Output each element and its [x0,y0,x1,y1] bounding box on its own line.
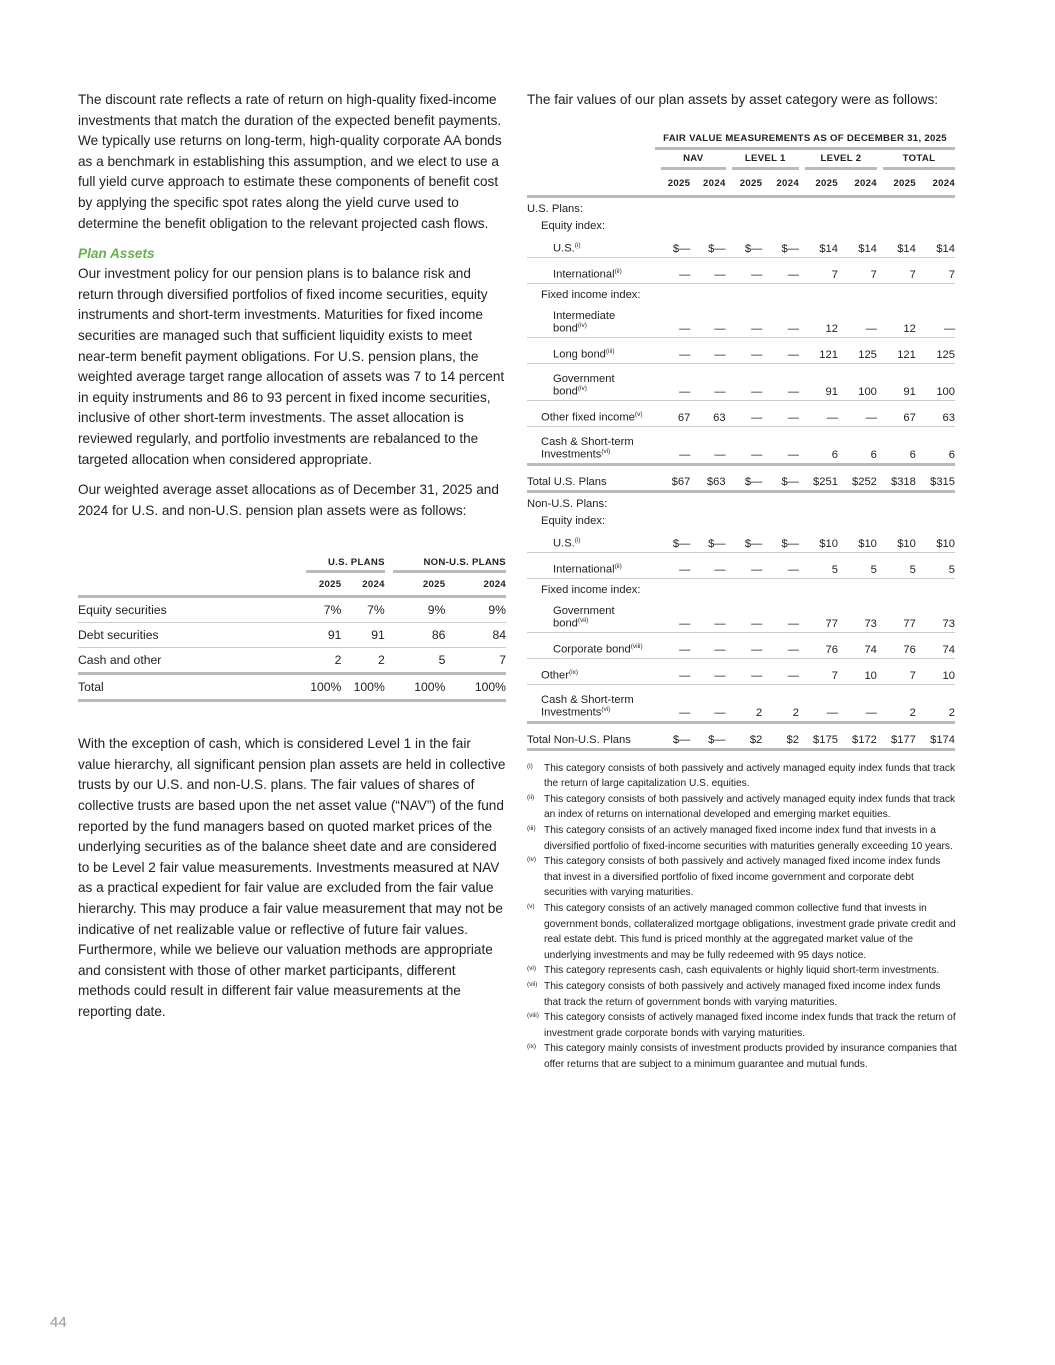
table-row: International$^{(ii)}$ — — — — 5 5 5 5 [527,552,955,578]
page-number: 44 [50,1314,67,1331]
table-row: Government bond$^{(vii)}$ — — — — 77 73 77 73 [527,596,955,633]
table-row: Other$^{(ix)}$ — — — — 7 10 7 10 [527,658,955,684]
footnote: (iv) This category consists of both passively and actively managed fixed income index funds that invest in a diversified portfolio of fixed income government and corporate debt securities with varying maturities. [527,856,941,899]
section-label-row: Non-U.S. Plans: [527,497,608,510]
table-row: Corporate bond$^{(viii)}$ — — — — 76 74 76 74 [527,632,955,658]
footnotes [527,761,957,1073]
table-row: Other fixed income$^{(v)}$ 67 63 — — — — 67 63 [527,400,955,426]
year-header: 2024 [445,573,506,597]
section-label-row: Equity index: [541,219,606,232]
total-row: Total Non-U.S. Plans $— $— $2 $2 $175 $172 $177 $174 [527,722,955,749]
table-row: Government bond$^{(iv)}$ — — — — 91 100 91 100 [527,363,955,400]
table-row: Intermediate bond$^{(iv)}$ — — — — 12 — 12 — [527,301,955,338]
year-header: 2024 [762,173,799,197]
footnote: (vii) This category consists of both passively and actively managed fixed income index funds that track the return of government bonds with varying maturities. [527,980,941,1008]
investment-policy-paragraph: Our investment policy for our pension plans is to balance risk and return through diversified portfolios of fixed income securities, equity instruments and short-term investments. Maturities for fixed income securities are managed such that sufficient liquidity exists to meet near-term benefit payment obligations. For U.S. pension plans, the weighted average target range allocation of assets was 7 to 14 percent in equity instruments and 86 to 93 percent in fixed income securities, inclusive of other short-term investments. The asset allocation is reviewed regularly, and portfolio investments are rebalanced to the targeted allocation when considered appropriate. [78,266,505,467]
year-header: 2025 [655,173,690,197]
nav-header: NAV [661,153,726,170]
footnote: (vi) This category represents cash, cash equivalents or highly liquid short-term investments. [527,965,940,977]
table-row: Debt securities 91 91 86 84 [78,623,506,648]
fair-value-table-title: FAIR VALUE MEASUREMENTS AS OF DECEMBER 31, 2025 [655,133,955,150]
year-header: 2025 [385,573,446,597]
plan-assets-heading: Plan Assets [78,246,155,262]
allocation-intro-paragraph: Our weighted average asset allocations as of December 31, 2025 and 2024 for U.S. and non-U.S. pension plan assets were as follows: [78,482,499,518]
nonus-plans-header: NON-U.S. PLANS [393,557,506,573]
year-header: 2024 [341,573,384,597]
left-column [78,90,506,1033]
total-row: Total U.S. Plans $67 $63 $— $— $251 $252 $318 $315 [527,464,955,491]
footnote: (iii) This category consists of an actively managed fixed income index fund that invests in a diversified portfolio of fixed-income securities with maturities generally exceeding 10 years. [527,824,953,852]
year-header: 2024 [838,173,877,197]
footnote: (viii) This category consists of actively managed fixed income index funds that track the return of investment grade corporate bonds with varying maturities. [527,1012,956,1039]
table-row: Equity securities 7% 7% 9% 9% [78,597,506,623]
year-header: 2025 [799,173,838,197]
table-row: Long bond$^{(iii)}$ — — — — 121 125 121 125 [527,337,955,363]
section-label-row: Equity index: [541,514,606,527]
asset-allocation-table [78,557,506,702]
right-column [527,90,957,1072]
year-header: 2025 [298,573,341,597]
table-row: Cash & Short-term Investments$^{(vi)}$ — — — — 6 6 6 6 [527,426,955,464]
footnote: (ii) This category consists of both passively and actively managed equity index funds that track an index of returns on international developed and emerging market equities. [527,793,956,821]
table-row: Cash & Short-term Investments$^{(vi)}$ — — 2 2 — — 2 2 [527,684,955,722]
total-row: Total 100% 100% 100% 100% [78,674,506,701]
year-header: 2024 [916,173,955,197]
table-row: U.S.$^{(i)}$ $— $— $— $— $10 $10 $10 $10 [527,527,955,553]
fair-values-intro: The fair values of our plan assets by asset category were as follows: [527,92,939,107]
fair-value-hierarchy-paragraph: With the exception of cash, which is considered Level 1 in the fair value hierarchy, all significant pension plan assets are held in collective trusts by our U.S. and non-U.S. plans. The fair values of shares of collective trusts are based upon the net asset value (“NAV”) of the fund reported by the fund managers based on quoted market prices of the underlying securities as of the balance sheet date and are considered to be Level 2 fair value measurements. Investments measured at NAV as a practical expedient for fair value are excluded from the fair value hierarchy. This may produce a fair value measurement that may not be indicative of net realizable value or reflective of future fair values. Furthermore, while we believe our valuation methods are appropriate and consistent with those of other market participants, different methods could result in different fair value measurements at the reporting date. [78,736,506,1019]
year-header: 2025 [877,173,916,197]
footnote: (i) This category consists of both passively and actively managed equity index funds that track the return of large capitalization U.S. equities. [527,762,956,790]
level2-header: LEVEL 2 [805,153,877,170]
table-row: U.S.$^{(i)}$ $— $— $— $— $14 $14 $14 $14 [527,232,955,258]
section-label-row: U.S. Plans: [527,202,583,215]
table-row: International$^{(ii)}$ — — — — 7 7 7 7 [527,257,955,283]
level1-header: LEVEL 1 [732,153,799,170]
footnote: (v) This category consists of an actively managed common collective fund that invests in government bonds, collateralized mortgage obligations, investment grade private credit and real estate debt. This fund is priced monthly at the aggregated market value of the underlying investments and may be fully redeemed with 95 days notice. [527,902,956,961]
section-label-row: Fixed income index: [541,288,641,301]
year-header: 2025 [726,173,763,197]
table-row: Cash and other 2 2 5 7 [78,648,506,674]
section-label-row: Fixed income index: [541,583,641,596]
discount-rate-paragraph: The discount rate reflects a rate of return on high-quality fixed-income investments that match the duration of the expected benefit payments. We typically use returns on long-term, high-quality corporate AA bonds as a benchmark in establishing this assumption, and we elect to use a full yield curve approach to estimate these components of benefit cost by applying the specific spot rates along the yield curve used to determine the benefit obligation to the relevant projected cash flows. [78,92,502,231]
total-header: TOTAL [883,153,955,170]
year-header: 2024 [690,173,725,197]
us-plans-header: U.S. PLANS [306,557,385,573]
fair-value-table [527,133,955,751]
footnote: (ix) This category mainly consists of investment products provided by insurance companies that offer returns that are subject to a minimum guarantee and mutual funds. [527,1043,957,1070]
